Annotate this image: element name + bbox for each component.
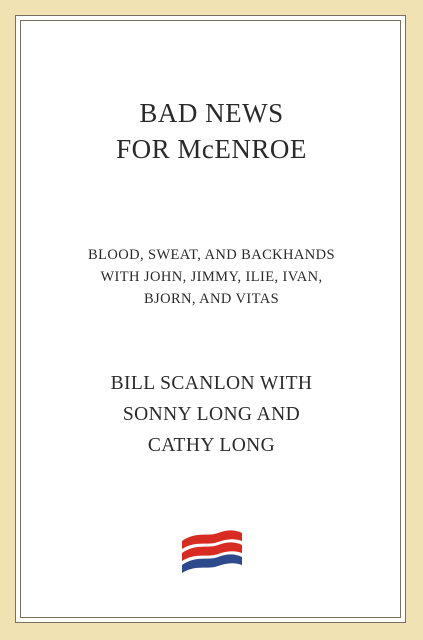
- subtitle-line-2: WITH JOHN, JIMMY, ILIE, IVAN,: [100, 269, 323, 285]
- title-line-1: BAD NEWS: [139, 98, 284, 128]
- subtitle-line-3: BJORN, AND VITAS: [143, 291, 280, 307]
- author-line-1: BILL SCANLON WITH: [110, 373, 313, 394]
- publisher-logo-icon: [178, 527, 246, 573]
- author-line-3: CATHY LONG: [147, 435, 276, 456]
- author-line-2: SONNY LONG AND: [122, 404, 301, 425]
- title-line-2: FOR McENROE: [116, 134, 307, 164]
- publisher-logo: [0, 527, 423, 573]
- subtitle-line-1: BLOOD, SWEAT, AND BACKHANDS: [88, 247, 335, 263]
